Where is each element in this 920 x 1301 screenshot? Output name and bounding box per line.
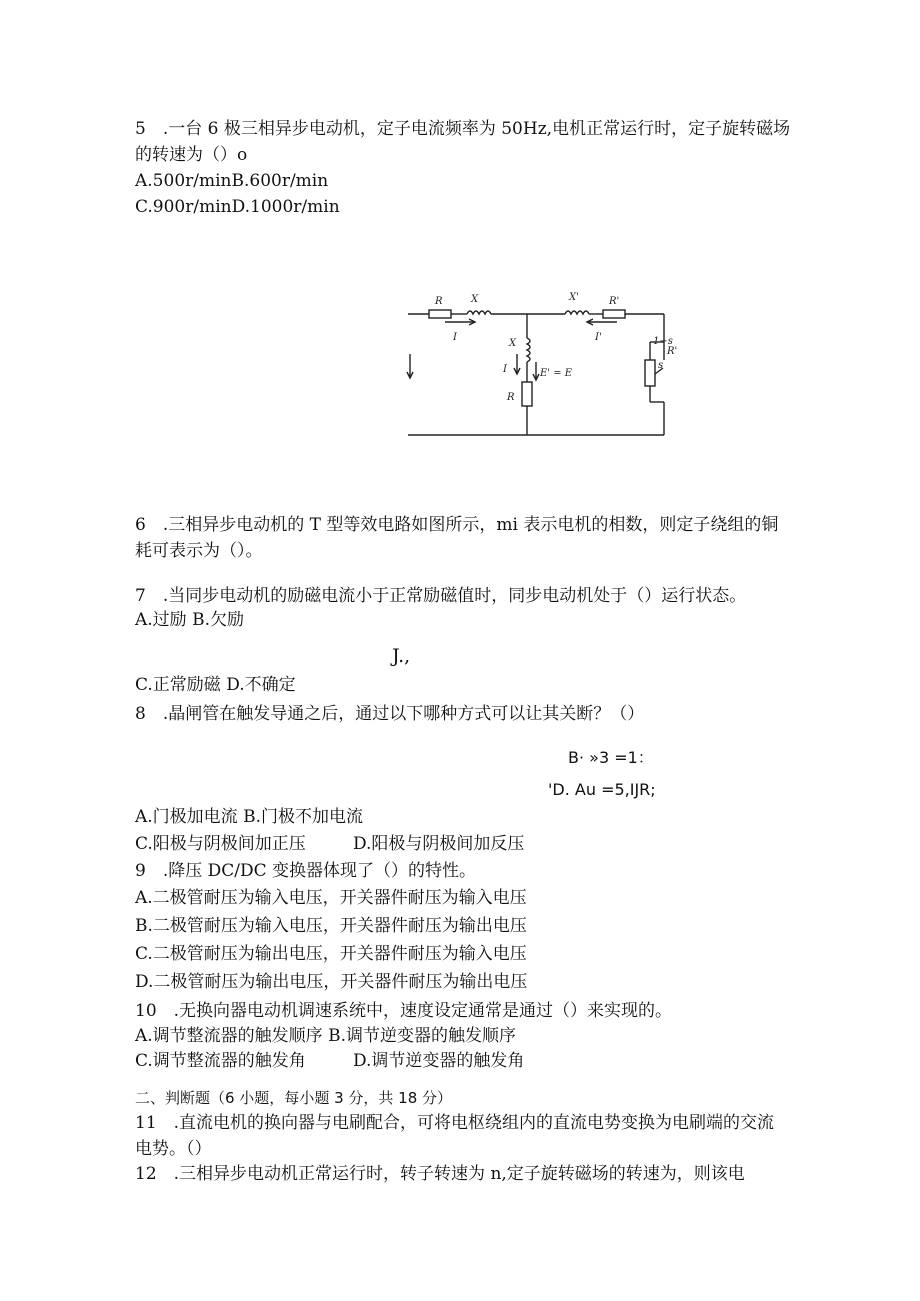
label-r2-load: R'	[667, 346, 678, 357]
q6-line1: 6 .三相异步电动机的 T 型等效电路如图所示，mi 表示电机的相数，则定子绕组的铜	[135, 515, 779, 535]
q5-options-ab: A.500r/minB.600r/min	[135, 171, 329, 191]
label-im: I	[503, 364, 507, 375]
q8-options-ab: A.门极加电流 B.门极不加电流	[135, 807, 363, 827]
label-e: E' = E	[540, 368, 573, 379]
q8-option-c: C.阳极与阴极间加正压	[135, 834, 306, 854]
q8-stray-text-2: 'D. Au =5,IJR;	[548, 780, 656, 799]
q6-line2: 耗可表示为（）。	[135, 541, 263, 561]
q10-option-d: D.调节逆变器的触发角	[353, 1051, 525, 1071]
label-i1: I	[453, 332, 457, 343]
q10-option-c: C.调节整流器的触发角	[135, 1051, 306, 1071]
q9-option-d: D.二极管耐压为输出电压，开关器件耐压为输出电压	[135, 972, 528, 992]
q7-stray-text: J.,	[392, 645, 411, 667]
q10-options-ab: A.调节整流器的触发顺序 B.调节逆变器的触发顺序	[135, 1026, 516, 1046]
q11-line2: 电势。（）	[135, 1139, 212, 1159]
q8-option-d: D.阳极与阴极间加反压	[353, 834, 525, 854]
q7-line1: 7 .当同步电动机的励磁电流小于正常励磁值时，同步电动机处于（）运行状态。	[135, 586, 747, 606]
q5-options-cd: C.900r/minD.1000r/min	[135, 197, 340, 217]
label-s: s	[658, 360, 664, 371]
label-slip: 1−s	[653, 336, 673, 347]
label-i2: I'	[595, 332, 602, 343]
label-rm: R	[507, 392, 515, 403]
q7-options-cd: C.正常励磁 D.不确定	[135, 675, 296, 695]
q10-line1: 10 .无换向器电动机调速系统中，速度设定通常是通过（）来实现的。	[135, 1001, 673, 1021]
q9-option-c: C.二极管耐压为输出电压，开关器件耐压为输入电压	[135, 944, 527, 964]
t-equivalent-circuit-diagram	[405, 282, 680, 447]
label-x2: X'	[569, 292, 579, 303]
label-xm: X	[509, 338, 517, 349]
q9-option-b: B.二极管耐压为输入电压，开关器件耐压为输出电压	[135, 916, 527, 936]
q8-line1: 8 .晶闸管在触发导通之后，通过以下哪种方式可以让其关断？（）	[135, 704, 645, 724]
q5-line2: 的转速为（）o	[135, 145, 248, 165]
q12-line1: 12 .三相异步电动机正常运行时，转子转速为 n,定子旋转磁场的转速为，则该电	[135, 1164, 745, 1184]
section-heading: 二、判断题（6 小题，每小题 3 分，共 18 分）	[135, 1089, 453, 1107]
q7-options-ab: A.过励 B.欠励	[135, 610, 244, 630]
label-r2: R'	[609, 296, 620, 307]
q11-line1: 11 .直流电机的换向器与电刷配合，可将电枢绕组内的直流电势变换为电刷端的交流	[135, 1113, 775, 1133]
q9-line1: 9 .降压 DC/DC 变换器体现了（）的特性。	[135, 861, 477, 881]
label-r1: R	[435, 296, 443, 307]
q8-stray-text-1: B· »3 =1：	[568, 748, 654, 767]
q9-option-a: A.二极管耐压为输入电压，开关器件耐压为输入电压	[135, 888, 527, 908]
q5-line1: 5 .一台 6 极三相异步电动机，定子电流频率为 50Hz,电机正常运行时，定子旋转磁场	[135, 119, 791, 139]
label-x1: X	[471, 294, 479, 305]
